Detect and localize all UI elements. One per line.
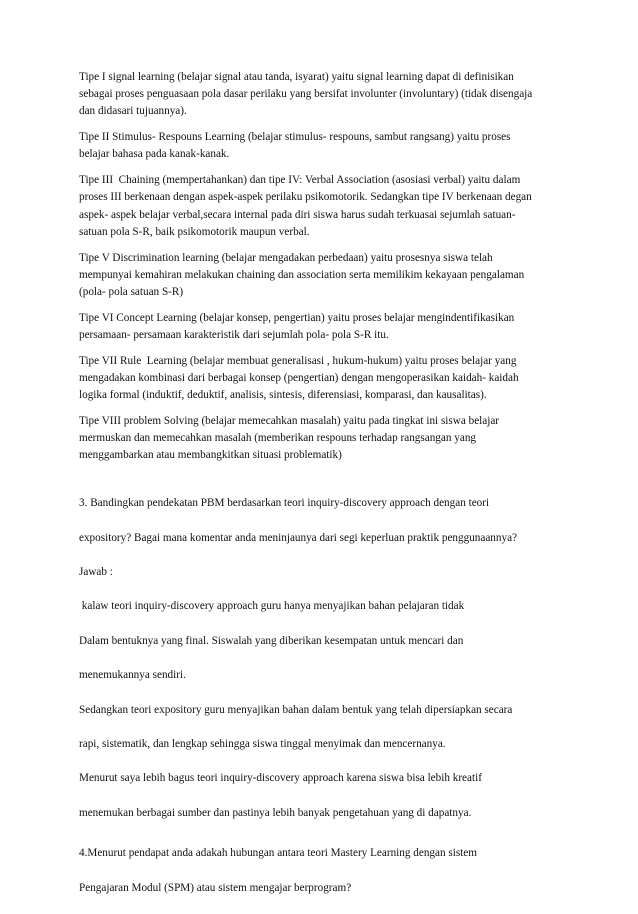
text-line: Tipe V Discrimination learning (belajar mengadakan perbedaan) yaitu prosesnya siswa telah (79, 251, 493, 264)
paragraph-tipe-5 (79, 250, 574, 302)
answer-line: menemukan berbagai sumber dan pastinya lebih banyak pengetahuan yang di dapatnya. (79, 806, 472, 819)
text-line: mengadakan kombinasi dari berbagai konsep (pengertian) dengan mengoperasikan kaidah- kaidah (79, 372, 519, 385)
paragraph-tipe-3-4 (79, 172, 574, 241)
text-line: proses III berkenaan dengan aspek-aspek perilaku psikomotorik. Sedangkan tipe IV berkenaan degan (79, 191, 532, 204)
text-line: belajar bahasa pada kanak-kanak. (79, 148, 230, 161)
text-line: Tipe VIII problem Solving (belajar memecahkan masalah) yaitu pada tingkat ini siswa belajar (79, 415, 500, 428)
question-4-line: Pengajaran Modul (SPM) atau sistem mengajar berprogram? (79, 881, 352, 894)
text-line: Tipe VI Concept Learning (belajar konsep, pengertian) yaitu proses belajar mengindentifikasikan (79, 311, 515, 324)
text-line: mempunyai kemahiran melakukan chaining dan association serta memilikim kekayaan pengalaman (79, 268, 525, 281)
text-line: Tipe II Stimulus- Respouns Learning (belajar stimulus- respouns, sambut rangsang) yaitu proses (79, 131, 511, 144)
text-line: sebagai proses penguasaan pola dasar perilaku yang bersifat involunter (involuntary) (tidak disengaja (79, 88, 533, 101)
answer-label: Jawab : (79, 566, 113, 578)
paragraph-tipe-2 (79, 129, 574, 163)
text-line: persamaan- persamaan karakteristik dari sejumlah pola- pola S-R itu. (79, 329, 389, 342)
text-line: dan didasari tujuannya). (79, 105, 187, 118)
paragraph-tipe-7 (79, 353, 574, 405)
text-line: mermuskan dan memecahkan masalah (memberikan respouns terhadap rangsangan yang (79, 432, 477, 445)
text-line: (pola- pola satuan S-R) (79, 286, 184, 299)
answer-line: Sedangkan teori expository guru menyajikan bahan dalam bentuk yang telah dipersiapkan secara (79, 703, 513, 716)
question-3-line: 3. Bandingkan pendekatan PBM berdasarkan teori inquiry-discovery approach dengan teori (79, 497, 490, 510)
question-3-section (79, 495, 574, 822)
answer-line: kalaw teori inquiry-discovery approach guru hanya menyajikan bahan pelajaran tidak (79, 600, 465, 613)
text-line: logika formal (induktif, deduktif, analisis, sintesis, diferensiasi, komparasi, dan kausalitas). (79, 389, 487, 402)
question-4-section (79, 845, 574, 897)
text-line: Tipe I signal learning (belajar signal atau tanda, isyarat) yaitu signal learning dapat di definisikan (79, 71, 514, 83)
document-body (79, 69, 574, 914)
text-line: Tipe VII Rule Learning (belajar membuat generalisasi , hukum-hukum) yaitu proses belajar yang (79, 354, 517, 367)
text-line: Tipe III Chaining (mempertahankan) dan tipe IV: Verbal Association (asosiasi verbal) yaitu dalam (79, 174, 521, 187)
answer-line: menemukannya sendiri. (79, 669, 186, 682)
paragraph-tipe-1 (79, 69, 574, 121)
text-line: menggambarkan atau membangkitkan situasi problematik) (79, 449, 342, 462)
answer-line: Menurut saya lebih bagus teori inquiry-discovery approach karena siswa bisa lebih kreatif (79, 772, 482, 785)
question-3-line: expository? Bagai mana komentar anda meninjaunya dari segi keperluan praktik penggunaannya? (79, 531, 518, 544)
paragraph-tipe-8 (79, 413, 574, 465)
answer-line: rapi, sistematik, dan lengkap sehingga siswa tinggal menyimak dan mencernanya. (79, 737, 446, 750)
question-4-line: 4.Menurut pendapat anda adakah hubungan antara teori Mastery Learning dengan sistem (79, 847, 477, 860)
answer-line: Dalam bentuknya yang final. Siswalah yang diberikan kesempatan untuk mencari dan (79, 634, 464, 647)
text-line: aspek- aspek belajar verbal,secara internal pada diri siswa harus sudah terkuasai sejumlah satuan- (79, 208, 516, 221)
section-spacer (79, 473, 574, 495)
text-line: satuan pola S-R, baik psikomotorik maupun verbal. (79, 225, 310, 238)
paragraph-tipe-6 (79, 310, 574, 344)
